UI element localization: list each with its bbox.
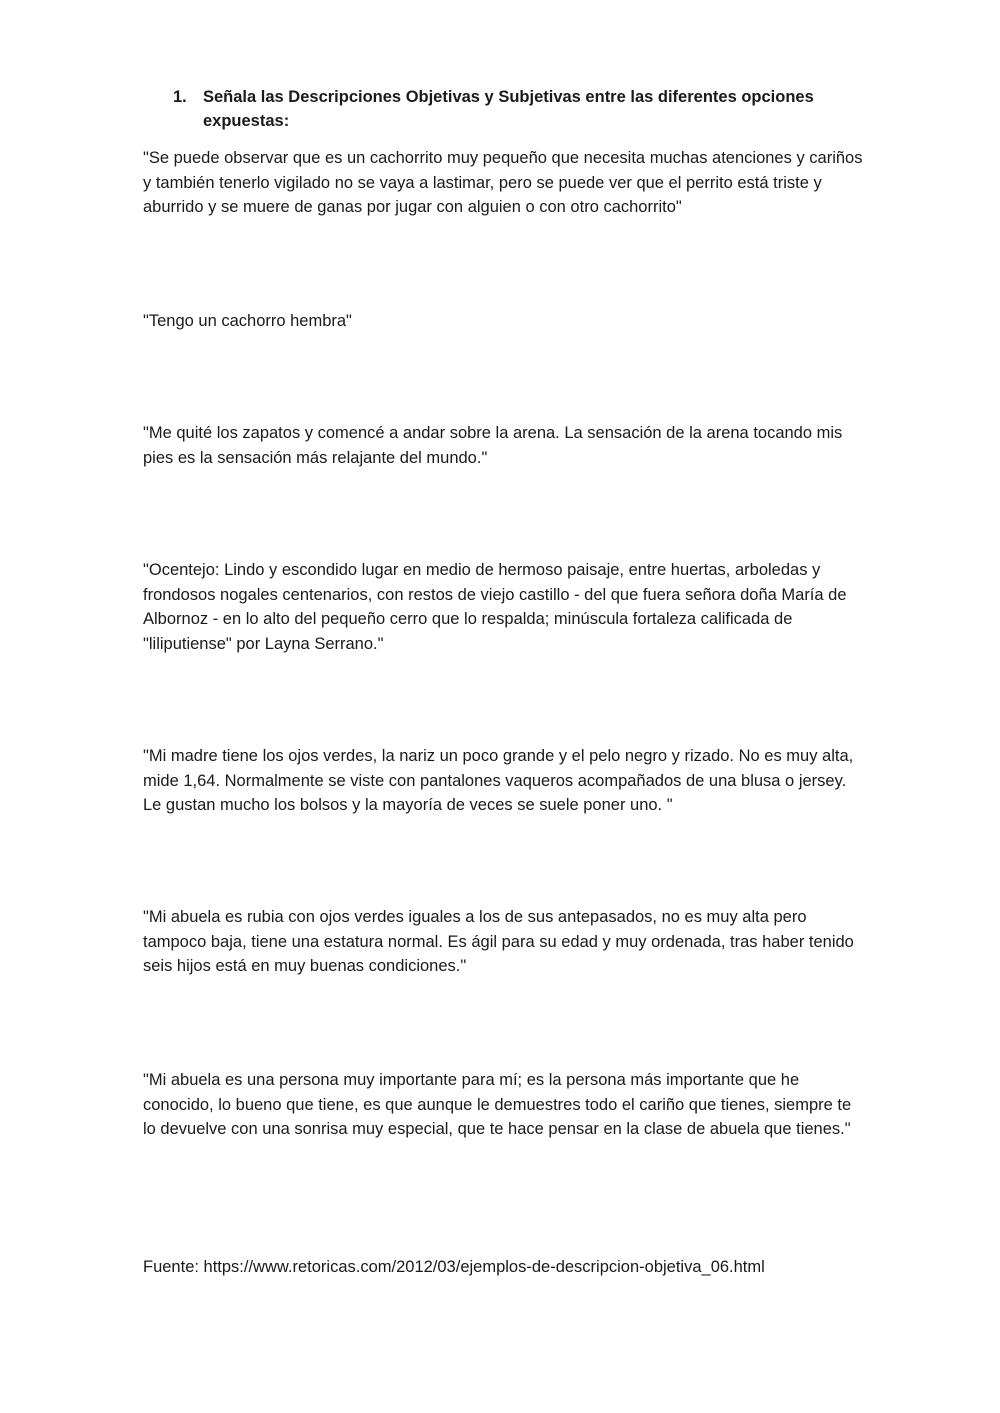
source-citation: Fuente: https://www.retoricas.com/2012/03/ejemplos-de-descripcion-objetiva_06.html	[143, 1258, 765, 1276]
description-paragraph-3: "Me quité los zapatos y comencé a andar sobre la arena. La sensación de la arena tocando mis pies es la sensación más relajante del mundo."	[143, 424, 843, 467]
description-paragraph-2: "Tengo un cachorro hembra"	[143, 312, 352, 330]
description-paragraph-6: "Mi abuela es rubia con ojos verdes iguales a los de sus antepasados, no es muy alta pero tampoco baja, tiene una estatura normal. Es ágil para su edad y muy ordenada, tras haber tenido seis hijos está en muy buenas condiciones."	[143, 908, 854, 975]
description-paragraph-5: "Mi madre tiene los ojos verdes, la nariz un poco grande y el pelo negro y rizado. No es muy alta, mide 1,64. Normalmente se viste con pantalones vaqueros acompañados de una blusa o jersey. Le gustan mucho los bolsos y la mayoría de veces se suele poner uno. "	[143, 747, 854, 814]
question-heading	[173, 85, 853, 133]
description-paragraph-7: "Mi abuela es una persona muy importante para mí; es la persona más importante que he conocido, lo bueno que tiene, es que aunque le demuestres todo el cariño que tienes, siempre te lo devuelve con una sonrisa muy especial, que te hace pensar en la clase de abuela que tienes."	[143, 1071, 852, 1138]
description-paragraph-4: "Ocentejo: Lindo y escondido lugar en medio de hermoso paisaje, entre huertas, arboledas y frondosos nogales centenarios, con restos de viejo castillo - del que fuera señora doña María de Albornoz - en lo alto del pequeño cerro que lo respalda; minúscula fortaleza calificada de "liliputiense" por Layna Serrano."	[143, 561, 847, 653]
description-paragraph-1: "Se puede observar que es un cachorrito muy pequeño que necesita muchas atenciones y cariños y también tenerlo vigilado no se vaya a lastimar, pero se puede ver que el perrito está triste y aburrido y se muere de ganas por jugar con alguien o con otro cachorrito"	[143, 149, 863, 216]
question-text: Señala las Descripciones Objetivas y Subjetivas entre las diferentes opciones expuestas:	[203, 88, 814, 130]
question-number: 1.	[173, 88, 187, 106]
